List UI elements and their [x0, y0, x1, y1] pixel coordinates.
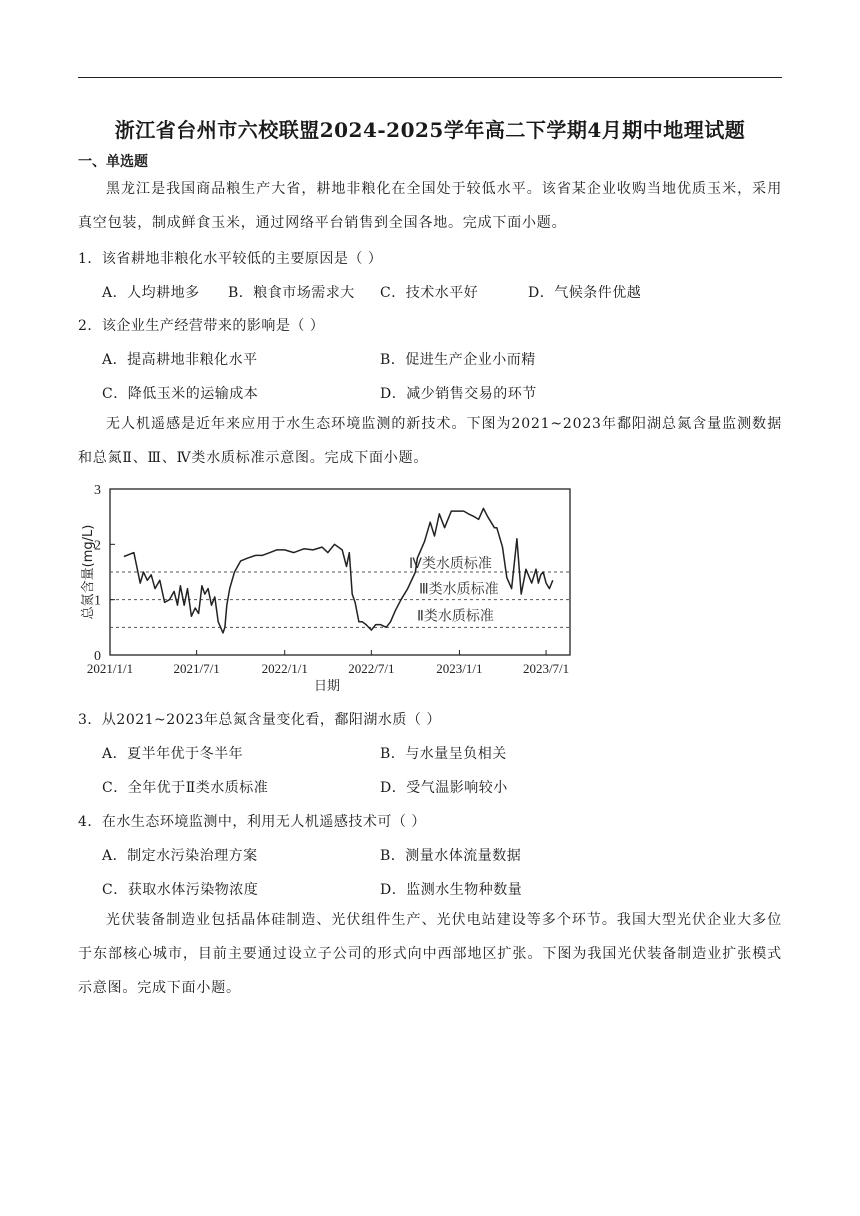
q3-option-b: B．与水量呈负相关 — [380, 746, 507, 762]
q2-option-a: A．提高耕地非粮化水平 — [102, 352, 258, 368]
q1-option-b: B．粮食市场需求大 — [228, 285, 355, 301]
page-title: 浙江省台州市六校联盟2024-2025学年高二下学期4月期中地理试题 — [114, 118, 746, 142]
x-tick-label: 2021/7/1 — [173, 661, 220, 676]
passage-1: 黑龙江是我国商品粮生产大省，耕地非粮化在全国处于较低水平。该省某企业收购当地优质玉米，采用真空包装，制成鲜食玉米，通过网络平台销售到全国各地。完成下面小题。 — [78, 181, 782, 231]
y-tick-label: 0 — [94, 649, 101, 664]
q2-option-d: D．减少销售交易的环节 — [380, 386, 537, 402]
x-tick-label: 2022/1/1 — [261, 661, 308, 676]
reference-line-label: Ⅳ类水质标准 — [409, 556, 492, 572]
q1-option-d: D．气候条件优越 — [528, 285, 642, 301]
top-rule — [78, 77, 782, 78]
y-tick-label: 3 — [94, 483, 101, 498]
y-tick-label: 2 — [94, 538, 101, 554]
x-tick-label: 2023/7/1 — [522, 661, 570, 676]
q2-option-b: B．促进生产企业小而精 — [380, 352, 536, 368]
q4-option-d: D．监测水生物种数量 — [380, 882, 523, 898]
nitrogen-line-chart — [78, 478, 578, 700]
x-axis-label: 日期 — [313, 679, 341, 694]
question-4-stem: 4．在水生态环境监测中，利用无人机遥感技术可（ ） — [78, 814, 426, 830]
question-1-stem: 1．该省耕地非粮化水平较低的主要原因是（ ） — [78, 251, 383, 267]
passage-3: 光伏装备制造业包括晶体硅制造、光伏组件生产、光伏电站建设等多个环节。我国大型光伏企业大多位于东部核心城市，目前主要通过设立子公司的形式向中西部地区扩张。下图为我国光伏装备制造业扩张模式示意图。完成下面小题。 — [78, 912, 782, 996]
q4-option-c: C．获取水体污染物浓度 — [102, 882, 259, 898]
q3-option-c: C．全年优于Ⅱ类水质标准 — [102, 780, 269, 796]
passage-2: 无人机遥感是近年来应用于水生态环境监测的新技术。下图为2021~2023年鄱阳湖总氮含量监测数据和总氮Ⅱ、Ⅲ、Ⅳ类水质标准示意图。完成下面小题。 — [78, 416, 782, 466]
q1-option-a: A．人均耕地多 — [102, 285, 200, 301]
x-tick-label: 2022/7/1 — [348, 661, 395, 676]
x-tick-label: 2021/1/1 — [86, 661, 134, 676]
question-2-stem: 2．该企业生产经营带来的影响是（ ） — [78, 318, 325, 334]
reference-line-label: Ⅱ类水质标准 — [417, 608, 494, 625]
reference-line-label: Ⅲ类水质标准 — [419, 581, 499, 598]
q3-option-a: A．夏半年优于冬半年 — [102, 746, 244, 762]
q4-option-a: A．制定水污染治理方案 — [102, 848, 258, 864]
x-tick-label: 2023/1/1 — [436, 661, 483, 676]
q1-option-c: C．技术水平好 — [380, 285, 479, 301]
section-heading: 一、单选题 — [78, 154, 148, 170]
y-tick-label: 1 — [94, 593, 101, 609]
q4-option-b: B．测量水体流量数据 — [380, 848, 522, 864]
q2-option-c: C．降低玉米的运输成本 — [102, 386, 259, 402]
q3-option-d: D．受气温影响较小 — [380, 780, 508, 796]
question-3-stem: 3．从2021~2023年总氮含量变化看，鄱阳湖水质（ ） — [78, 712, 441, 728]
y-axis-label: 总氮含量(mg/L) — [81, 524, 96, 620]
